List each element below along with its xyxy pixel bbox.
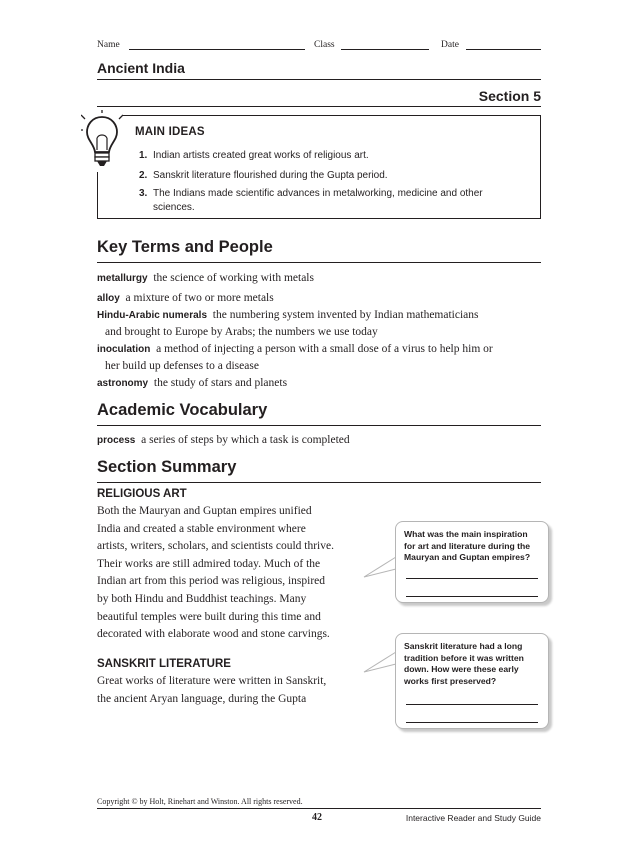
answer-line[interactable] [406,596,538,597]
callout-question-1: What was the main inspiration for art and literature during the Mauryan and Guptan empires? [395,521,549,603]
answer-line[interactable] [406,578,538,579]
term-alloy: alloy a mixture of two or more metals [97,292,274,304]
callout-question-2: Sanskrit literature had a long tradition before it was written down. How were these early works first preserved? [395,633,549,729]
title-rule [97,79,541,80]
answer-line[interactable] [406,704,538,705]
answer-line[interactable] [406,722,538,723]
term-astronomy: astronomy the study of stars and planets [97,377,288,389]
chapter-title: Ancient India [97,60,185,76]
lightbulb-icon [81,110,123,172]
footer-rule [97,808,541,809]
sanskrit-heading: SANSKRIT LITERATURE [97,658,231,670]
key-terms-heading: Key Terms and People [97,238,273,256]
section-summary-heading: Section Summary [97,458,237,476]
section-summary-rule [97,482,541,483]
term-hindu-arabic-numerals: Hindu-Arabic numerals the numbering system invented by Indian mathematicians and brought to Europe by Arabs; the numbers we use today [97,309,479,338]
class-label: Class [314,40,335,50]
main-idea-2: 2. Sanskrit literature flourished during the Gupta period. [139,170,388,181]
copyright: Copyright © by Holt, Rinehart and Winston. All rights reserved. [97,797,303,806]
name-label: Name [97,40,120,50]
date-label: Date [441,40,459,50]
academic-vocab-rule [97,425,541,426]
section-rule [97,106,541,107]
date-line [466,49,541,50]
term-process: process a series of steps by which a task is completed [97,434,350,446]
religious-art-paragraph: Both the Mauryan and Guptan empires unified India and created a stable environment where artists, writers, scholars, and scientists could thrive. Their works are still admired today. Much of the Indian art from this period was religious, inspired by both Hindu and Buddhist teachings. Many beautiful temples were built during this time and decorated with elaborate wood and stone carvings. [97,505,334,641]
religious-art-heading: RELIGIOUS ART [97,488,187,500]
sanskrit-paragraph: Great works of literature were written in Sanskrit, the ancient Aryan language, during the Gupta [97,675,327,705]
term-metallurgy: metallurgy the science of working with metals [97,272,314,284]
main-ideas-heading: MAIN IDEAS [135,126,205,138]
term-inoculation: inoculation a method of injecting a person with a small dose of a virus to help him or her build up defenses to a disease [97,343,493,372]
main-idea-3: 3. The Indians made scientific advances in metalworking, medicine and other sciences. [139,188,483,213]
name-line [129,49,305,50]
academic-vocab-heading: Academic Vocabulary [97,401,268,419]
key-terms-rule [97,262,541,263]
class-line [341,49,429,50]
main-idea-1: 1. Indian artists created great works of religious art. [139,150,369,161]
page-number: 42 [312,812,322,823]
section-label: Section 5 [478,88,541,104]
guide-title: Interactive Reader and Study Guide [405,813,541,823]
